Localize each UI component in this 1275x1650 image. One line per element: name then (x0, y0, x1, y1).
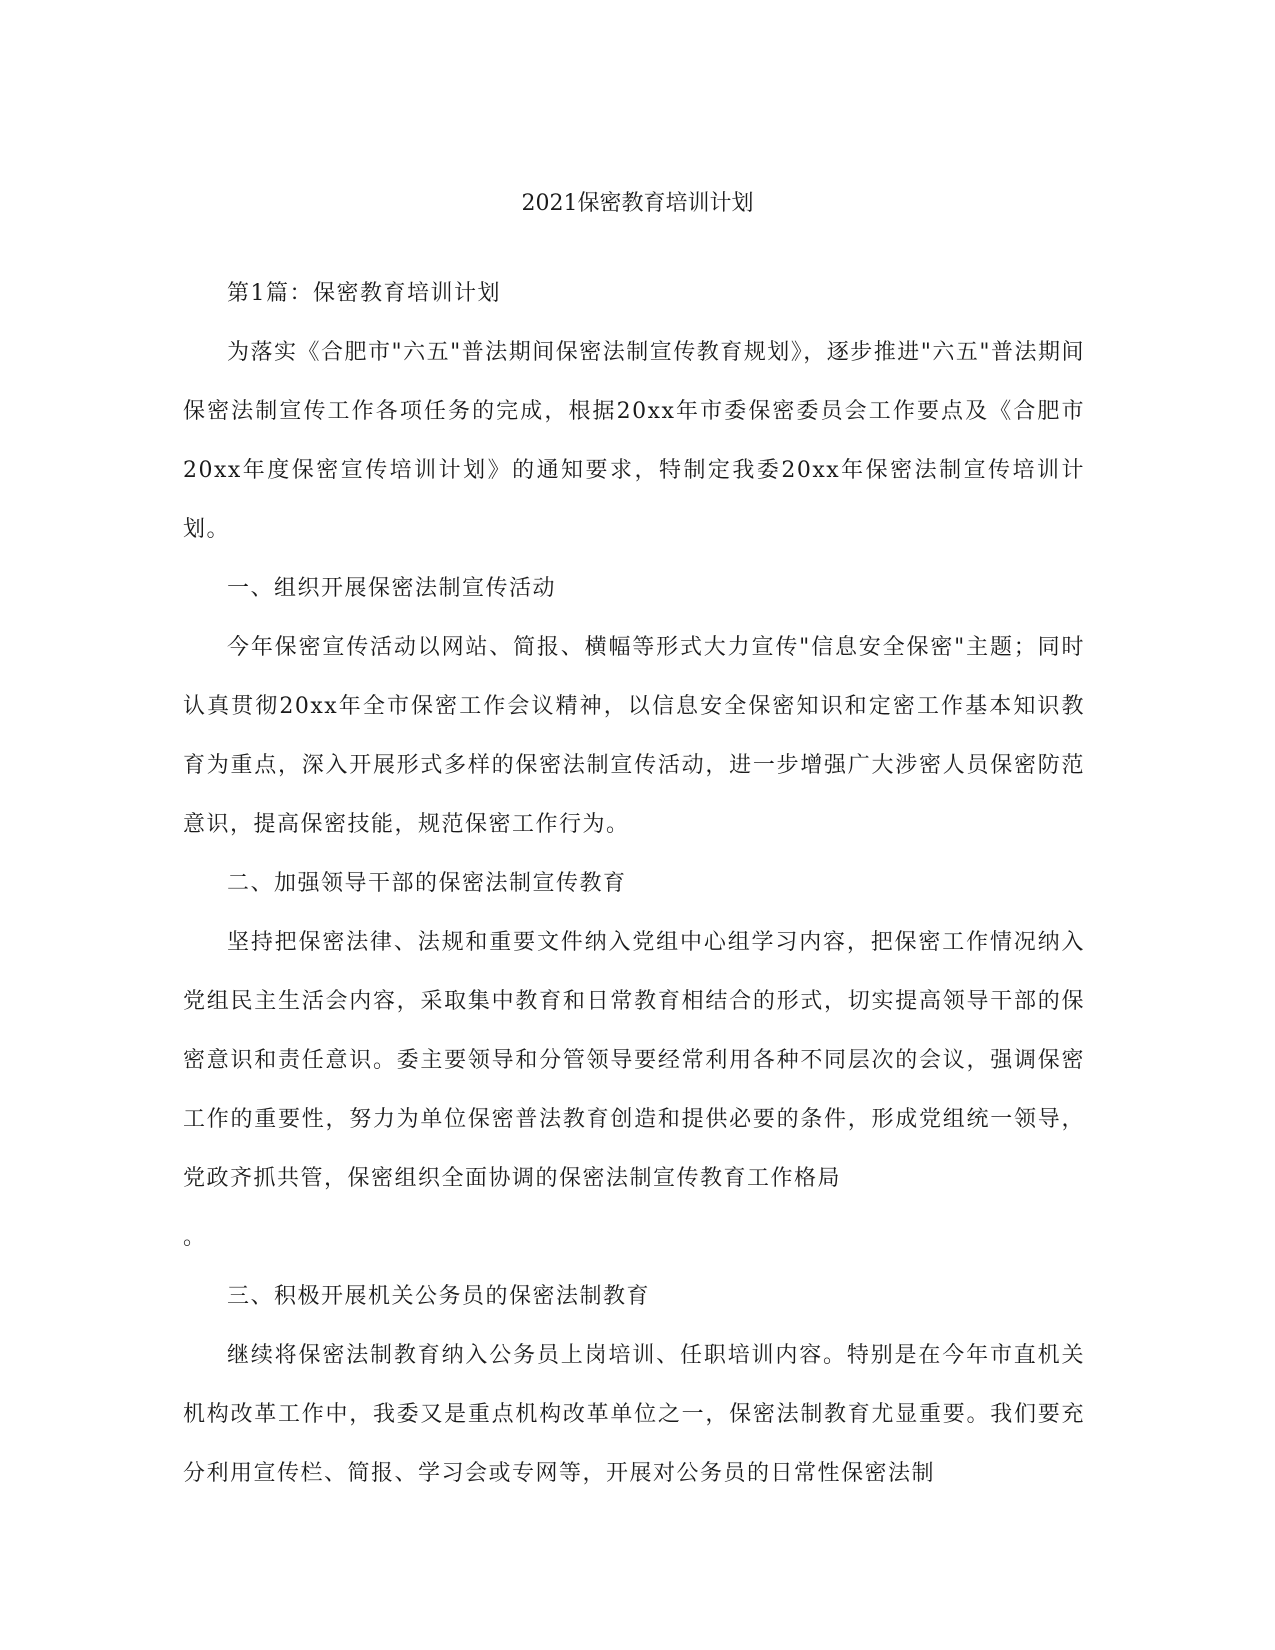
section-heading-3: 三、积极开展机关公务员的保密法制教育 (227, 1284, 651, 1309)
section-1-paragraph: 今年保密宣传活动以网站、简报、横幅等形式大力宣传"信息安全保密"主题；同时认真贯彻20xx年全市保密工作会议精神，以信息安全保密知识和定密工作基本知识教育为重点，深入开展形式多样的保密法制宣传活动，进一步增强广大涉密人员保密防范意识，提高保密技能，规范保密工作行为。 (183, 635, 1085, 837)
section-heading-2: 二、加强领导干部的保密法制宣传教育 (227, 871, 627, 896)
chapter-heading: 第1篇：保密教育培训计划 (227, 281, 501, 306)
intro-paragraph: 为落实《合肥市"六五"普法期间保密法制宣传教育规划》，逐步推进"六五"普法期间保密法制宣传工作各项任务的完成，根据20xx年市委保密委员会工作要点及《合肥市20xx年度保密宣传培训计划》的通知要求，特制定我委20xx年保密法制宣传培训计划。 (183, 340, 1085, 542)
trailing-period: 。 (183, 1225, 207, 1250)
document-body (183, 264, 1085, 1503)
section-3-paragraph: 继续将保密法制教育纳入公务员上岗培训、任职培训内容。特别是在今年市直机关机构改革工作中，我委又是重点机构改革单位之一，保密法制教育尤显重要。我们要充分利用宣传栏、简报、学习会或专网等，开展对公务员的日常性保密法制 (183, 1343, 1085, 1486)
section-2-paragraph: 坚持把保密法律、法规和重要文件纳入党组中心组学习内容，把保密工作情况纳入党组民主生活会内容，采取集中教育和日常教育相结合的形式，切实提高领导干部的保密意识和责任意识。委主要领导和分管领导要经常利用各种不同层次的会议，强调保密工作的重要性，努力为单位保密普法教育创造和提供必要的条件，形成党组统一领导，党政齐抓共管，保密组织全面协调的保密法制宣传教育工作格局 (183, 930, 1085, 1191)
document-title: 2021保密教育培训计划 (521, 191, 754, 216)
section-heading-1: 一、组织开展保密法制宣传活动 (227, 576, 557, 601)
